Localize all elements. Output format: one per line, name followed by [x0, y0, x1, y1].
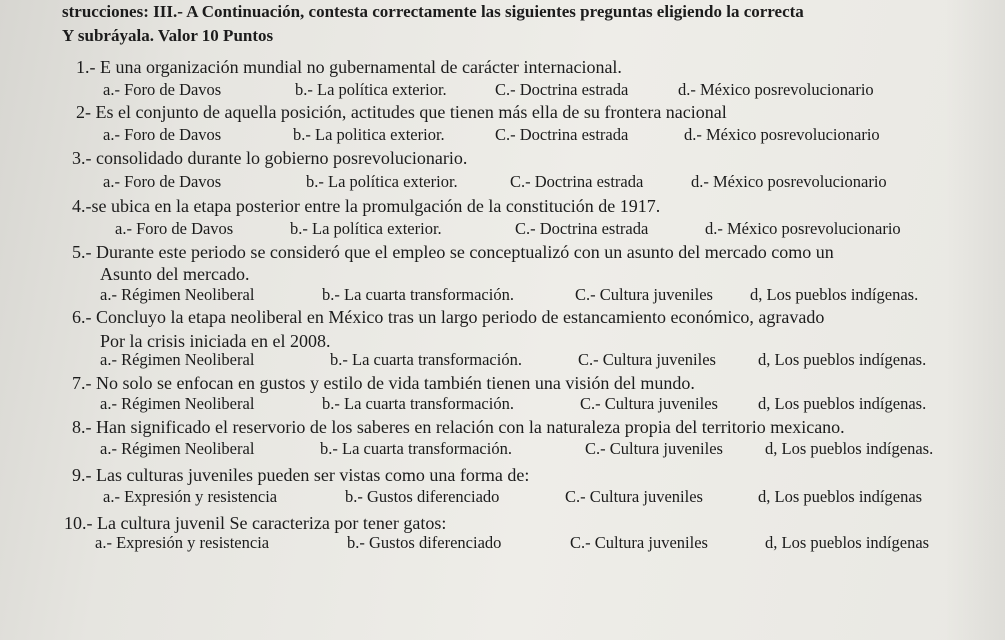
- option-a[interactable]: a.- Régimen Neoliberal: [100, 394, 255, 413]
- option-c[interactable]: C.- Cultura juveniles: [580, 394, 718, 413]
- option-a[interactable]: a.- Expresión y resistencia: [95, 533, 270, 552]
- question-10: 10.- La cultura juvenil Se caracteriza por tener gatos:: [64, 513, 447, 533]
- option-a[interactable]: a.- Foro de Davos: [103, 172, 222, 191]
- option-a[interactable]: a.- Régimen Neoliberal: [100, 285, 255, 304]
- option-a[interactable]: a.- Régimen Neoliberal: [100, 439, 255, 458]
- option-d[interactable]: d.- México posrevolucionario: [691, 172, 887, 191]
- option-c[interactable]: C.- Cultura juveniles: [585, 439, 723, 458]
- option-c[interactable]: C.- Cultura juveniles: [578, 350, 716, 369]
- option-a[interactable]: a.- Expresión y resistencia: [103, 487, 278, 506]
- option-c[interactable]: C.- Cultura juveniles: [570, 533, 708, 552]
- question-2: 2- Es el conjunto de aquella posición, actitudes que tienen más ella de su frontera nacional: [76, 102, 727, 122]
- instructions-line-1: strucciones: III.- A Continuación, contesta correctamente las siguientes preguntas eligiendo la correcta: [62, 2, 804, 21]
- option-c[interactable]: C.- Cultura juveniles: [565, 487, 703, 506]
- option-d[interactable]: d.- México posrevolucionario: [705, 219, 901, 238]
- option-b[interactable]: b.- La cuarta transformación.: [322, 394, 514, 413]
- option-b[interactable]: b.- La politica exterior.: [293, 125, 445, 144]
- option-c[interactable]: C.- Doctrina estrada: [515, 219, 649, 238]
- question-6: 6.- Concluyo la etapa neoliberal en México tras un largo periodo de estancamiento económico, agravado: [72, 307, 825, 327]
- question-4: 4.-se ubica en la etapa posterior entre la promulgación de la constitución de 1917.: [72, 196, 661, 216]
- option-c[interactable]: C.- Doctrina estrada: [510, 172, 644, 191]
- option-c[interactable]: C.- Doctrina estrada: [495, 80, 629, 99]
- option-d[interactable]: d, Los pueblos indígenas.: [758, 350, 927, 369]
- option-d[interactable]: d, Los pueblos indígenas.: [765, 439, 934, 458]
- option-d[interactable]: d, Los pueblos indígenas: [765, 533, 930, 552]
- option-a[interactable]: a.- Foro de Davos: [103, 125, 222, 144]
- option-b[interactable]: b.- La cuarta transformación.: [330, 350, 522, 369]
- option-b[interactable]: b.- La cuarta transformación.: [322, 285, 514, 304]
- option-d[interactable]: d.- México posrevolucionario: [678, 80, 874, 99]
- question-1: 1.- E una organización mundial no gubernamental de carácter internacional.: [76, 57, 622, 77]
- option-d[interactable]: d, Los pueblos indígenas.: [758, 394, 927, 413]
- option-b[interactable]: b.- La cuarta transformación.: [320, 439, 512, 458]
- option-b[interactable]: b.- Gustos diferenciado: [345, 487, 500, 506]
- option-a[interactable]: a.- Foro de Davos: [115, 219, 234, 238]
- question-5-continuation: Asunto del mercado.: [100, 264, 250, 284]
- question-9: 9.- Las culturas juveniles pueden ser vistas como una forma de:: [72, 465, 530, 485]
- question-3: 3.- consolidado durante lo gobierno posrevolucionario.: [72, 148, 468, 168]
- question-6-continuation: Por la crisis iniciada en el 2008.: [100, 331, 331, 351]
- option-a[interactable]: a.- Foro de Davos: [103, 80, 222, 99]
- option-c[interactable]: C.- Doctrina estrada: [495, 125, 629, 144]
- page-edge-shadow: [945, 0, 1005, 640]
- question-7: 7.- No solo se enfocan en gustos y estilo de vida también tienen una visión del mundo.: [72, 373, 695, 393]
- question-8: 8.- Han significado el reservorio de los saberes en relación con la naturaleza propia del territorio mexicano.: [72, 417, 845, 437]
- option-a[interactable]: a.- Régimen Neoliberal: [100, 350, 255, 369]
- instructions-line-2: Y subráyala. Valor 10 Puntos: [62, 26, 274, 45]
- option-b[interactable]: b.- La política exterior.: [306, 172, 458, 191]
- option-d[interactable]: d, Los pueblos indígenas.: [750, 285, 919, 304]
- question-5: 5.- Durante este periodo se consideró que el empleo se conceptualizó con un asunto del mercado como un: [72, 242, 834, 262]
- option-d[interactable]: d, Los pueblos indígenas: [758, 487, 923, 506]
- option-b[interactable]: b.- La política exterior.: [295, 80, 447, 99]
- option-b[interactable]: b.- La política exterior.: [290, 219, 442, 238]
- option-d[interactable]: d.- México posrevolucionario: [684, 125, 880, 144]
- option-b[interactable]: b.- Gustos diferenciado: [347, 533, 502, 552]
- option-c[interactable]: C.- Cultura juveniles: [575, 285, 713, 304]
